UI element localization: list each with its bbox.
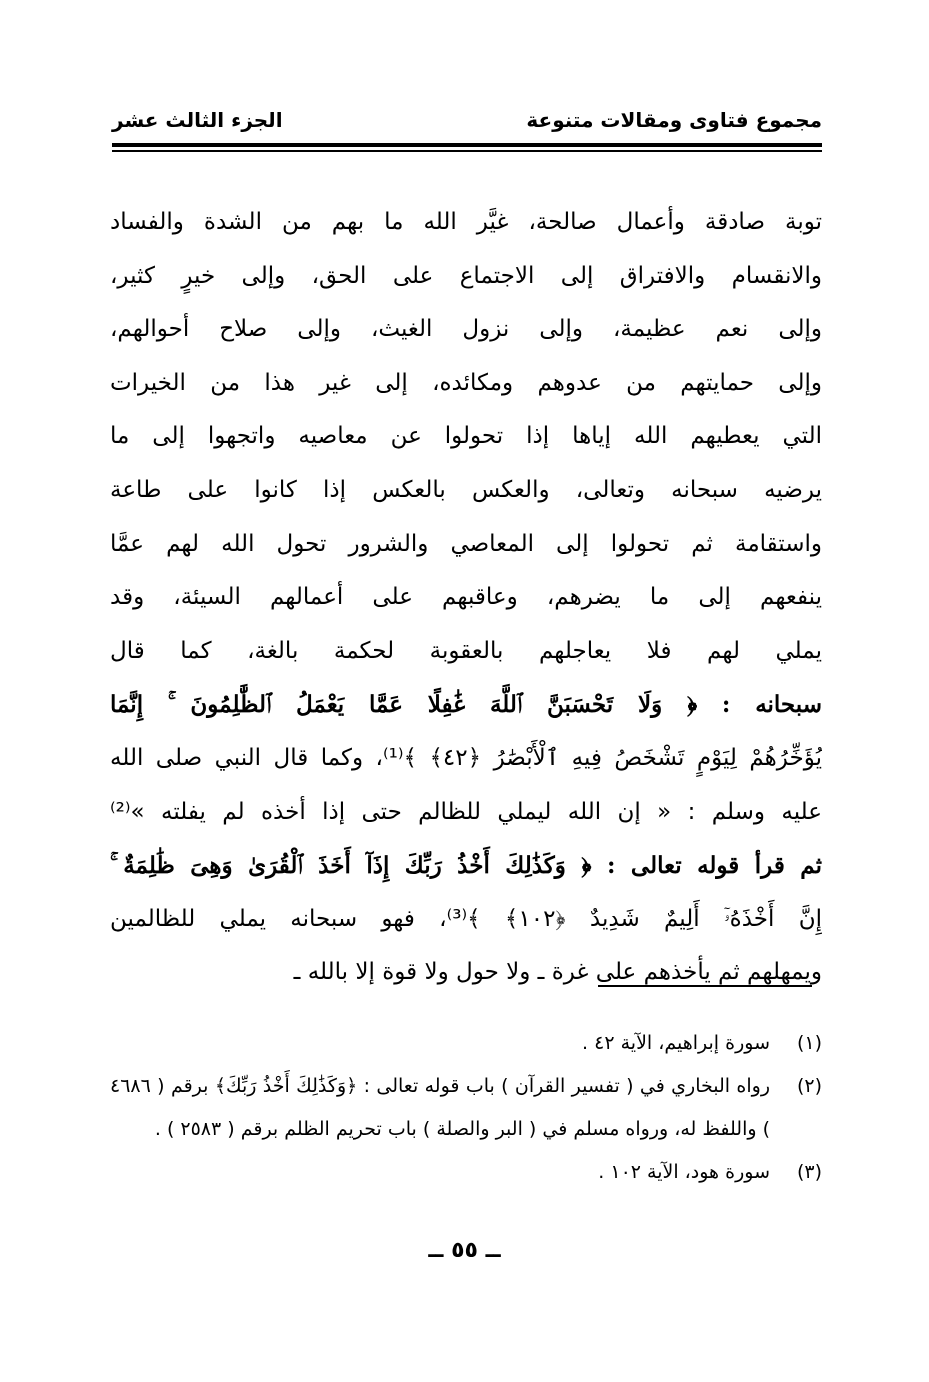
body-text [110,196,822,1000]
body-line: والانقسام والافتراق إلى الاجتماع على الحق، وإلى خيرٍ كثير، [110,262,822,289]
footnote-item [110,1022,822,1065]
body-line: واستقامة ثم تحولوا إلى المعاصي والشرور تحول الله لهم عمَّا [110,530,822,557]
body-line-quran: سبحانه : ﴿ وَلَا تَحْسَبَنَّ ٱللَّهَ غَٰفِلًا عَمَّا يَعْمَلُ ٱلظَّٰلِمُونَ ۚ إِنَّمَا [110,691,822,719]
footnote-number: (٣) [796,1161,822,1183]
body-line: التي يعطيهم الله إياها إذا تحولوا عن معاصيه واتجهوا إلى ما [110,423,822,450]
body-line: يُؤَخِّرُهُمْ لِيَوْمٍ تَشْخَصُ فِيهِ ٱلْأَبْصَٰرُ ﴿٤٢﴾ ﴾⁽¹⁾، وكما قال النبي صلى الله [110,744,822,771]
footnote-text: رواه البخاري في ( تفسير القرآن ) باب قوله تعالى : ﴿وَكَذَٰلِكَ أَخْذُ رَبِّكَ﴾ برقم ( ٤٦٨٦ ) واللفظ له، ورواه مسلم في ( البر والصلة ) باب تحريم الظلم برقم ( ٢٥٨٣ ) . [110,1075,770,1140]
header-rule-thin [112,150,822,152]
body-line: وإلى نعم عظيمة، وإلى نزول الغيث، وإلى صلاح أحوالهم، [110,316,822,343]
footnote-number: (٢) [796,1075,822,1097]
volume-label: الجزء الثالث عشر [112,108,283,132]
body-line-quran: ثم قرأ قوله تعالى : ﴿ وَكَذَٰلِكَ أَخْذُ رَبِّكَ إِذَآ أَخَذَ ٱلْقُرَىٰ وَهِىَ ظَٰلِمَةٌ ۚ [110,852,822,880]
footnote-item [110,1151,822,1194]
footnote-item [110,1065,822,1151]
page-number: ــ ٥٥ ــ [428,1238,501,1263]
header-rule-thick [112,143,822,147]
body-line-hadith: عليه وسلم : « إن الله ليملي للظالم حتى إذا أخذه لم يفلته »⁽²⁾ [110,798,822,825]
book-title: مجموع فتاوى ومقالات متنوعة [526,108,822,132]
body-line: يرضيه سبحانه وتعالى، والعكس بالعكس إذا كانوا على طاعة [110,476,822,503]
footnotes [110,1022,822,1194]
body-line: يملي لهم فلا يعاجلهم بالعقوبة لحكمة بالغة، كما قال [110,637,822,664]
body-line: إِنَّ أَخْذَهُۥٓ أَلِيمٌ شَدِيدٌ ﴿١٠٢﴾ ﴾⁽³⁾، فهو سبحانه يملي للظالمين [110,905,822,932]
body-line: توبة صادقة وأعمال صالحة، غيَّر الله ما بهم من الشدة والفساد [110,209,822,235]
body-line: ويمهلهم ثم يأخذهم على غرة ـ ولا حول ولا قوة إلا بالله ـ [293,959,822,986]
running-header [112,108,822,140]
footnote-text: سورة إبراهيم، الآية ٤٢ . [582,1032,770,1054]
body-line: وإلى حمايتهم من عدوهم ومكائده، إلى غير هذا من الخيرات [110,369,822,396]
footnote-separator [598,985,812,987]
footnote-text: سورة هود، الآية ١٠٢ . [598,1161,770,1183]
footnote-number: (١) [796,1032,822,1054]
body-line: ينفعهم إلى ما يضرهم، وعاقبهم على أعمالهم السيئة، وقد [110,584,822,611]
